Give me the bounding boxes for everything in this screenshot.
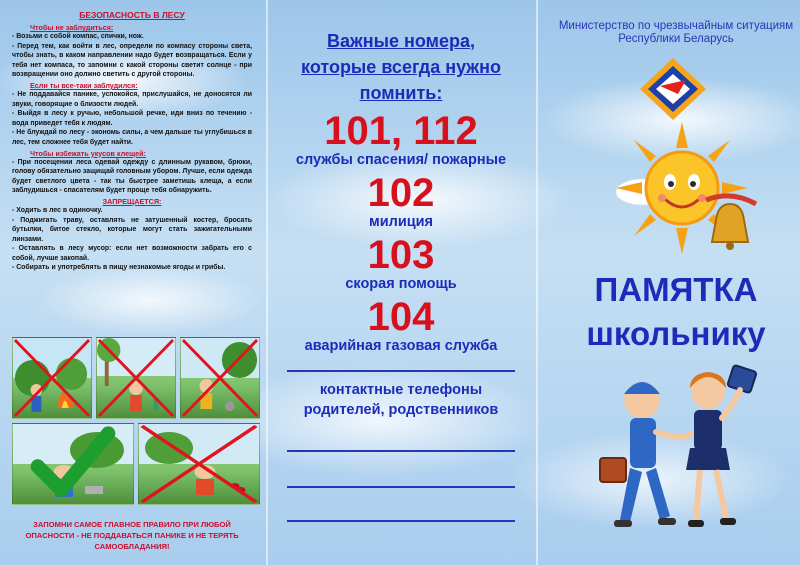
section-item: - Возьми с собой компас, спички, нож. bbox=[12, 33, 144, 40]
main-rule-text: ЗАПОМНИ САМОЕ ГЛАВНОЕ ПРАВИЛО ПРИ ЛЮБОЙ ОПАСНОСТИ - НЕ ПОДДАВАТЬСЯ ПАНИКЕ И НЕ ТЕРЯТЬ САМООБЛАДАНИЯ! bbox=[25, 520, 239, 551]
fill-in-line bbox=[287, 520, 515, 522]
section-item: - Ходить в лес в одиночку. bbox=[12, 206, 103, 214]
school-bell-icon bbox=[696, 190, 766, 260]
phone-number: 102 bbox=[367, 171, 435, 215]
section-heading: ЗАПРЕЩАЕТСЯ: bbox=[102, 196, 162, 206]
phone-number: 101, 112 bbox=[324, 109, 478, 153]
phone-numbers-panel bbox=[268, 0, 534, 565]
forbidden-fire-picture bbox=[12, 337, 92, 419]
section-heading: Если ты все-таки заблудился: bbox=[30, 80, 138, 90]
forbidden-trash-picture bbox=[180, 337, 260, 419]
service-name: службы спасения/ пожарные bbox=[295, 152, 507, 168]
phone-number: 104 bbox=[367, 295, 435, 339]
schoolchildren-illustration bbox=[580, 360, 780, 560]
fill-in-line bbox=[287, 370, 515, 372]
section-item: - Выйдя в лесу к ручью, небольшой речке, иди вниз по течению - вода приведет тебя к людям. bbox=[12, 110, 252, 127]
numbers-header bbox=[268, 28, 534, 106]
section-heading: Чтобы избежать укусов клещей: bbox=[30, 148, 146, 158]
check-mark-icon bbox=[13, 424, 133, 504]
memo-title-line: школьнику bbox=[586, 315, 766, 352]
memo-title-line: ПАМЯТКА bbox=[594, 271, 758, 308]
correct-behavior-picture bbox=[12, 423, 134, 505]
section-item: - Не поддавайся панике, успокойся, прислушайся, не доносятся ли звуки, говорящие о близости людей. bbox=[12, 90, 252, 108]
ministry-name bbox=[558, 20, 794, 46]
forbidden-bottles-picture bbox=[96, 337, 176, 419]
numbers-header-line: помнить: bbox=[359, 83, 443, 103]
service-name: милиция bbox=[368, 214, 434, 230]
cover-panel bbox=[540, 0, 800, 565]
section-item: - Собирать и употреблять в пищу незнакомые ягоды и грибы. bbox=[12, 264, 226, 272]
section-heading: Чтобы не заблудиться: bbox=[30, 23, 114, 32]
contacts-label bbox=[268, 380, 534, 420]
memo-title bbox=[560, 268, 792, 356]
section-item: - Оставлять в лесу мусор: если нет возможности забрать его с собой, лучше закопай. bbox=[12, 245, 252, 262]
fill-in-line bbox=[287, 450, 515, 452]
fill-in-line bbox=[287, 486, 515, 488]
illustrations bbox=[12, 337, 260, 509]
contacts-line: контактные телефоны bbox=[319, 382, 483, 398]
service-name: аварийная газовая служба bbox=[304, 338, 498, 354]
ministry-line: Министерство по чрезвычайным ситуациям bbox=[558, 20, 794, 32]
forest-safety-title: БЕЗОПАСНОСТЬ В ЛЕСУ bbox=[79, 10, 185, 20]
section-item: - Не блуждай по лесу - экономь силы, а чем дальше ты углубишься в лес, тем сложнее тебя будет найти. bbox=[12, 129, 252, 146]
numbers-header-line: которые всегда нужно bbox=[301, 57, 501, 77]
ministry-line: Республики Беларусь bbox=[618, 33, 734, 45]
numbers-header-line: Важные номера, bbox=[327, 31, 475, 51]
forbidden-berries-picture bbox=[138, 423, 260, 505]
section-item: - При посещении леса одевай одежду с длинным рукавом, брюки, голову обязательно защищай головным убором. Лучше, если одежда будет светлого цвета - так ты быстрее заметишь клеща, а если заблудишься - спасателям будет проще тебя обнаружить. bbox=[12, 158, 252, 195]
section-item: - Перед тем, как войти в лес, определи по компасу стороны света, чтобы знать, в каком направлении надо будет возвращаться. Если у тебя нет компаса, то запомни с какой стороны светит солнце - при возвращении оно должно светить с другой стороны. bbox=[12, 42, 252, 79]
contacts-line: родителей, родственников bbox=[303, 402, 499, 418]
emergency-ministry-emblem-icon bbox=[638, 56, 708, 122]
service-name: скорая помощь bbox=[345, 276, 457, 292]
phone-number: 103 bbox=[367, 233, 435, 277]
section-item: - Поджигать траву, оставлять не затушенный костер, бросать бутылки, битое стекло, которые могут стать зажигательными линзами. bbox=[12, 216, 252, 243]
